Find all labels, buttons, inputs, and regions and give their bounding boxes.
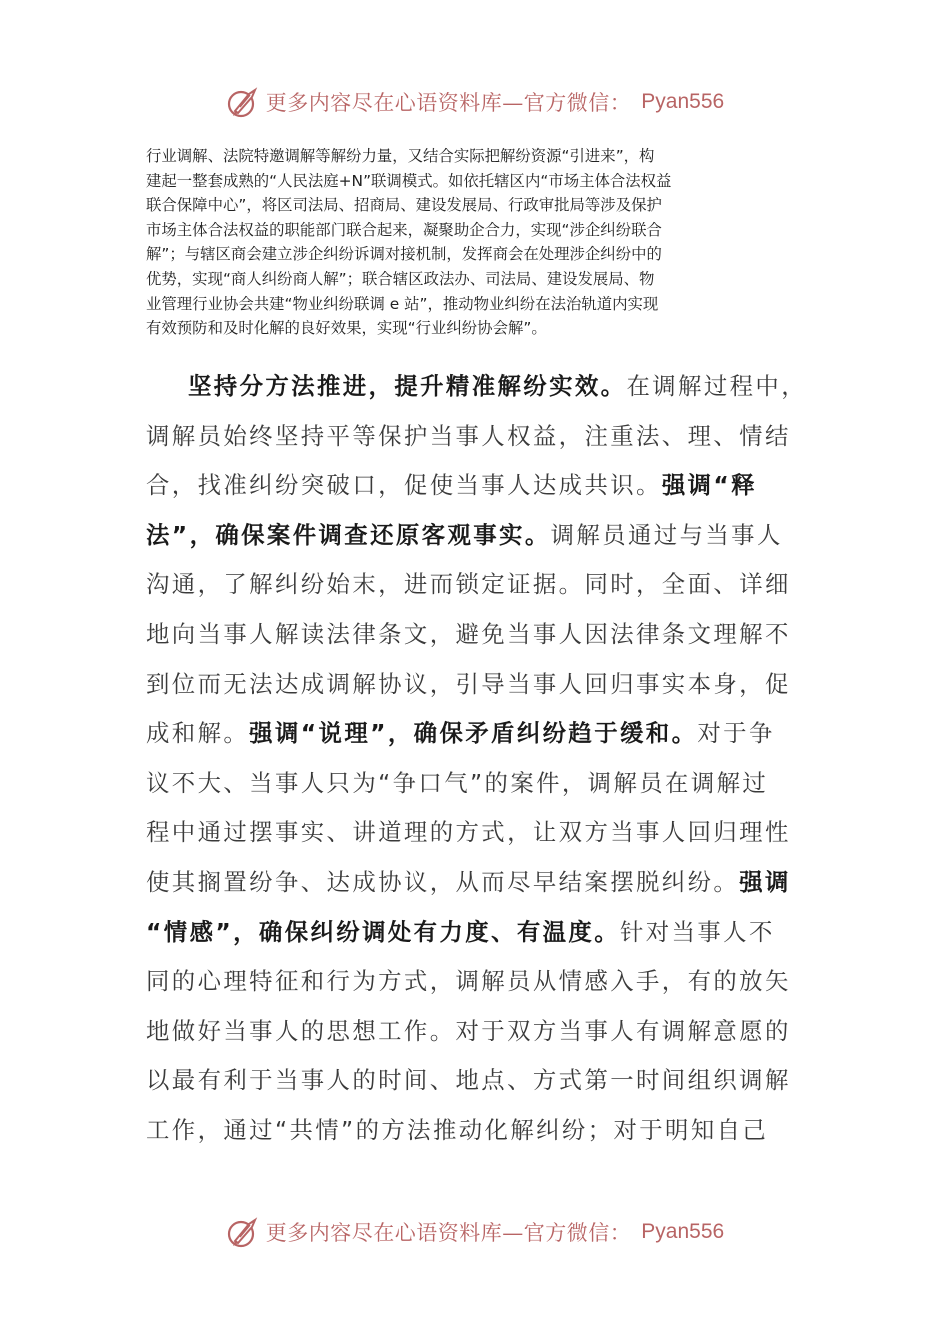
text-line: 调解员始终坚持平等保护当事人权益，注重法、理、情结 [146, 421, 791, 450]
text-line: 建起一整套成熟的“人民法庭+N”联调模式。如依托辖区内“市场主体合法权益 [146, 171, 672, 190]
text-line: 解”；与辖区商会建立涉企纠纷诉调对接机制，发挥商会在处理涉企纠纷中的 [146, 245, 662, 264]
text-line: 到位而无法达成调解协议，引导当事人回归事实本身，促 [146, 669, 791, 698]
text-line: 行业调解、法院特邀调解等解纷力量，又结合实际把解纷资源“引进来”，构 [146, 147, 655, 165]
bold-heading: 强调“说理”，确保矛盾纠纷趋于缓和。 [249, 719, 698, 748]
text-line: “情感”，确保纠纷调处有力度、有温度。针对当事人不 [146, 917, 775, 946]
main-paragraph [146, 362, 806, 1156]
text-line: 合，找准纠纷突破口，促使当事人达成共识。强调“释 [146, 471, 757, 500]
text-line: 地做好当事人的思想工作。对于双方当事人有调解意愿的 [146, 1016, 791, 1045]
intro-paragraph [146, 144, 806, 341]
text-line: 沟通，了解纠纷始末，进而锁定证据。同时，全面、详细 [146, 570, 791, 599]
text-line: 地向当事人解读法律条文，避免当事人因法律条文理解不 [146, 619, 791, 648]
banner-text: 更多内容尽在心语资料库—官方微信： [265, 1221, 632, 1245]
text-line: 同的心理特征和行为方式，调解员从情感入手，有的放矢 [146, 967, 791, 996]
text-line: 工作，通过“共情”的方法推动化解纠纷；对于明知自己 [146, 1115, 769, 1144]
pen-nib-icon [226, 1215, 260, 1249]
text-line: 成和解。强调“说理”，确保矛盾纠纷趋于缓和。对于争 [146, 719, 775, 748]
text-line: 联合保障中心”，将区司法局、招商局、建设发展局、行政审批局等涉及保护 [146, 196, 662, 215]
banner-text: 更多内容尽在心语资料库—官方微信： [265, 91, 632, 115]
footer-banner [0, 1212, 950, 1252]
text-line: 市场主体合法权益的职能部门联合起来，凝聚助企合力，实现“涉企纠纷联合 [146, 220, 662, 239]
header-banner [0, 82, 950, 122]
pen-nib-icon [226, 85, 260, 119]
text-line: 业管理行业协会共建“物业纠纷联调 e 站”，推动物业纠纷在法治轨道内实现 [146, 294, 659, 313]
bold-heading: 强调 [739, 867, 791, 896]
bold-heading: “情感”，确保纠纷调处有力度、有温度。 [146, 917, 620, 946]
text-line: 法”，确保案件调查还原客观事实。调解员通过与当事人 [146, 520, 783, 549]
bold-heading: 强调“释 [661, 471, 757, 500]
text-line: 优势，实现“商人纠纷商人解”；联合辖区政法办、司法局、建设发展局、物 [146, 269, 655, 288]
banner-wechat-id: Pyan556 [641, 1220, 725, 1243]
text-line: 议不大、当事人只为“争口气”的案件，调解员在调解过 [146, 768, 769, 797]
text-line: 以最有利于当事人的时间、地点、方式第一时间组织调解 [146, 1066, 791, 1095]
text-line: 有效预防和及时化解的良好效果，实现“行业纠纷协会解”。 [146, 319, 547, 338]
bold-heading: 法”，确保案件调查还原客观事实。 [146, 520, 551, 549]
text-line: 坚持分方法推进，提升精准解纷实效。在调解过程中， [188, 372, 807, 400]
text-line: 使其搁置纷争、达成协议，从而尽早结案摆脱纠纷。强调 [146, 867, 791, 896]
text-line: 程中通过摆事实、讲道理的方式，让双方当事人回归理性 [146, 818, 791, 847]
banner-wechat-id: Pyan556 [641, 90, 725, 113]
bold-heading: 坚持分方法推进，提升精准解纷实效。 [188, 372, 627, 400]
